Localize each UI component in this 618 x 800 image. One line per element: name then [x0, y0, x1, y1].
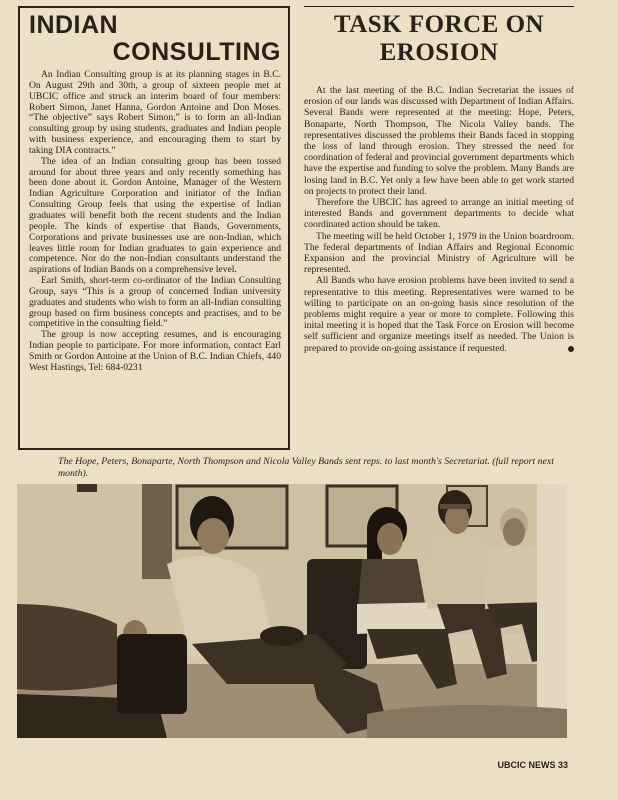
article-paragraph: The meeting will be held October 1, 1979 in the Union boardroom. The federal departments of Indian Affairs and Regional Economic Expansion and the provincial Ministry of Agriculture will be represented. [304, 230, 574, 276]
article-paragraph: At the last meeting of the B.C. Indian Secretariat the issues of erosion of our lands was discussed with Department of Indian Affairs. Several Bands were represented at the meeting: Hope, Peters, Bonaparte, North Thompson, The Nicola Valley bands. The representatives discussed the problems their Bands faced in stopping the loss of land through erosion. They stressed the need for coordination of federal and provincial government departments which have the expertise and funding to solve the problem. Many Bands are losing land in B.C. Yet only a few have been able to get work started on projects to protect their land. [304, 85, 574, 197]
article-body [304, 85, 574, 354]
end-bullet-icon [568, 346, 574, 352]
article-paragraph: Earl Smith, short-term co-ordinator of the Indian Consulting Group, says “This is a group of concerned Indian university graduates and students who wish to form an all-Indian consulting group based on firm business concepts and practises, and to be competitive in the consulting field.” [29, 275, 281, 330]
article-paragraph-text: All Bands who have erosion problems have been invited to send a representative to this meeting. Representatives were warned to be willing to participate on an on-going basis since resolution of the problems might require a year or more to complete. Following this inital meeting it is hoped that the Task Force on Erosion will become self sufficient and organize meetings itself as needed. The Union is prepared to provide on-going assistance if requested. [304, 275, 574, 354]
task-force-article [304, 6, 574, 450]
meeting-photo [17, 484, 567, 738]
page-footer: UBCIC NEWS 33 [497, 760, 568, 770]
article-paragraph: The group is now accepting resumes, and is encouraging Indian people to participate. For more information, contact Earl Smith or Gordon Antoine at the Union of B.C. Indian Chiefs, 440 West Hastings, Tel: 684-0231 [29, 329, 281, 373]
article-paragraph: An Indian Consulting group is at its planning stages in B.C. On August 29th and 30th, a group of sixteen people met at UBCIC office and struck an interim board of four members: Robert Simon, Janet Hanna, Gordon Antoine and Don Moses. “The objective” says Robert Simon,” is to form an all-Indian consulting group by using students, graduates and Indian people with business experience, and encouraging them to start by taking DIA contracts.” [29, 69, 281, 156]
indian-consulting-article [18, 6, 290, 450]
article-title [304, 11, 574, 67]
article-paragraph [304, 275, 574, 353]
article-title-line1: INDIAN [29, 11, 119, 39]
top-rule [304, 6, 574, 7]
article-title-line2: CONSULTING [112, 38, 281, 66]
article-title-line1: TASK FORCE ON [333, 11, 545, 38]
photo-caption: The Hope, Peters, Bonaparte, North Thompson and Nicola Valley Bands sent reps. to last month's Secretariat. (full report next month). [58, 456, 554, 479]
article-paragraph: Therefore the UBCIC has agreed to arrange an initial meeting of interested Bands and government departments to decide what coordinated action should be taken. [304, 197, 574, 231]
article-title-line2: EROSION [379, 39, 499, 66]
article-body [29, 70, 281, 374]
article-paragraph: The idea of an Indian consulting group has been tossed around for about three years and only recently something has been done about it. Gordon Antoine, Manager of the Western Indian Agriculture Corporation and initiator of the Indian Consulting Group feels that using the expertise of Indian graduates will benefit both the recent students and the Indian people. The kinds of expertise that Bands, Governments, Corporations and private businesses use are non-Indian, which leaves little room for Indian graduates to gain experience and competence. Nor do the non-Indian consultants understand the aspirations of Indian Bands on a comprehensive level. [29, 155, 281, 276]
